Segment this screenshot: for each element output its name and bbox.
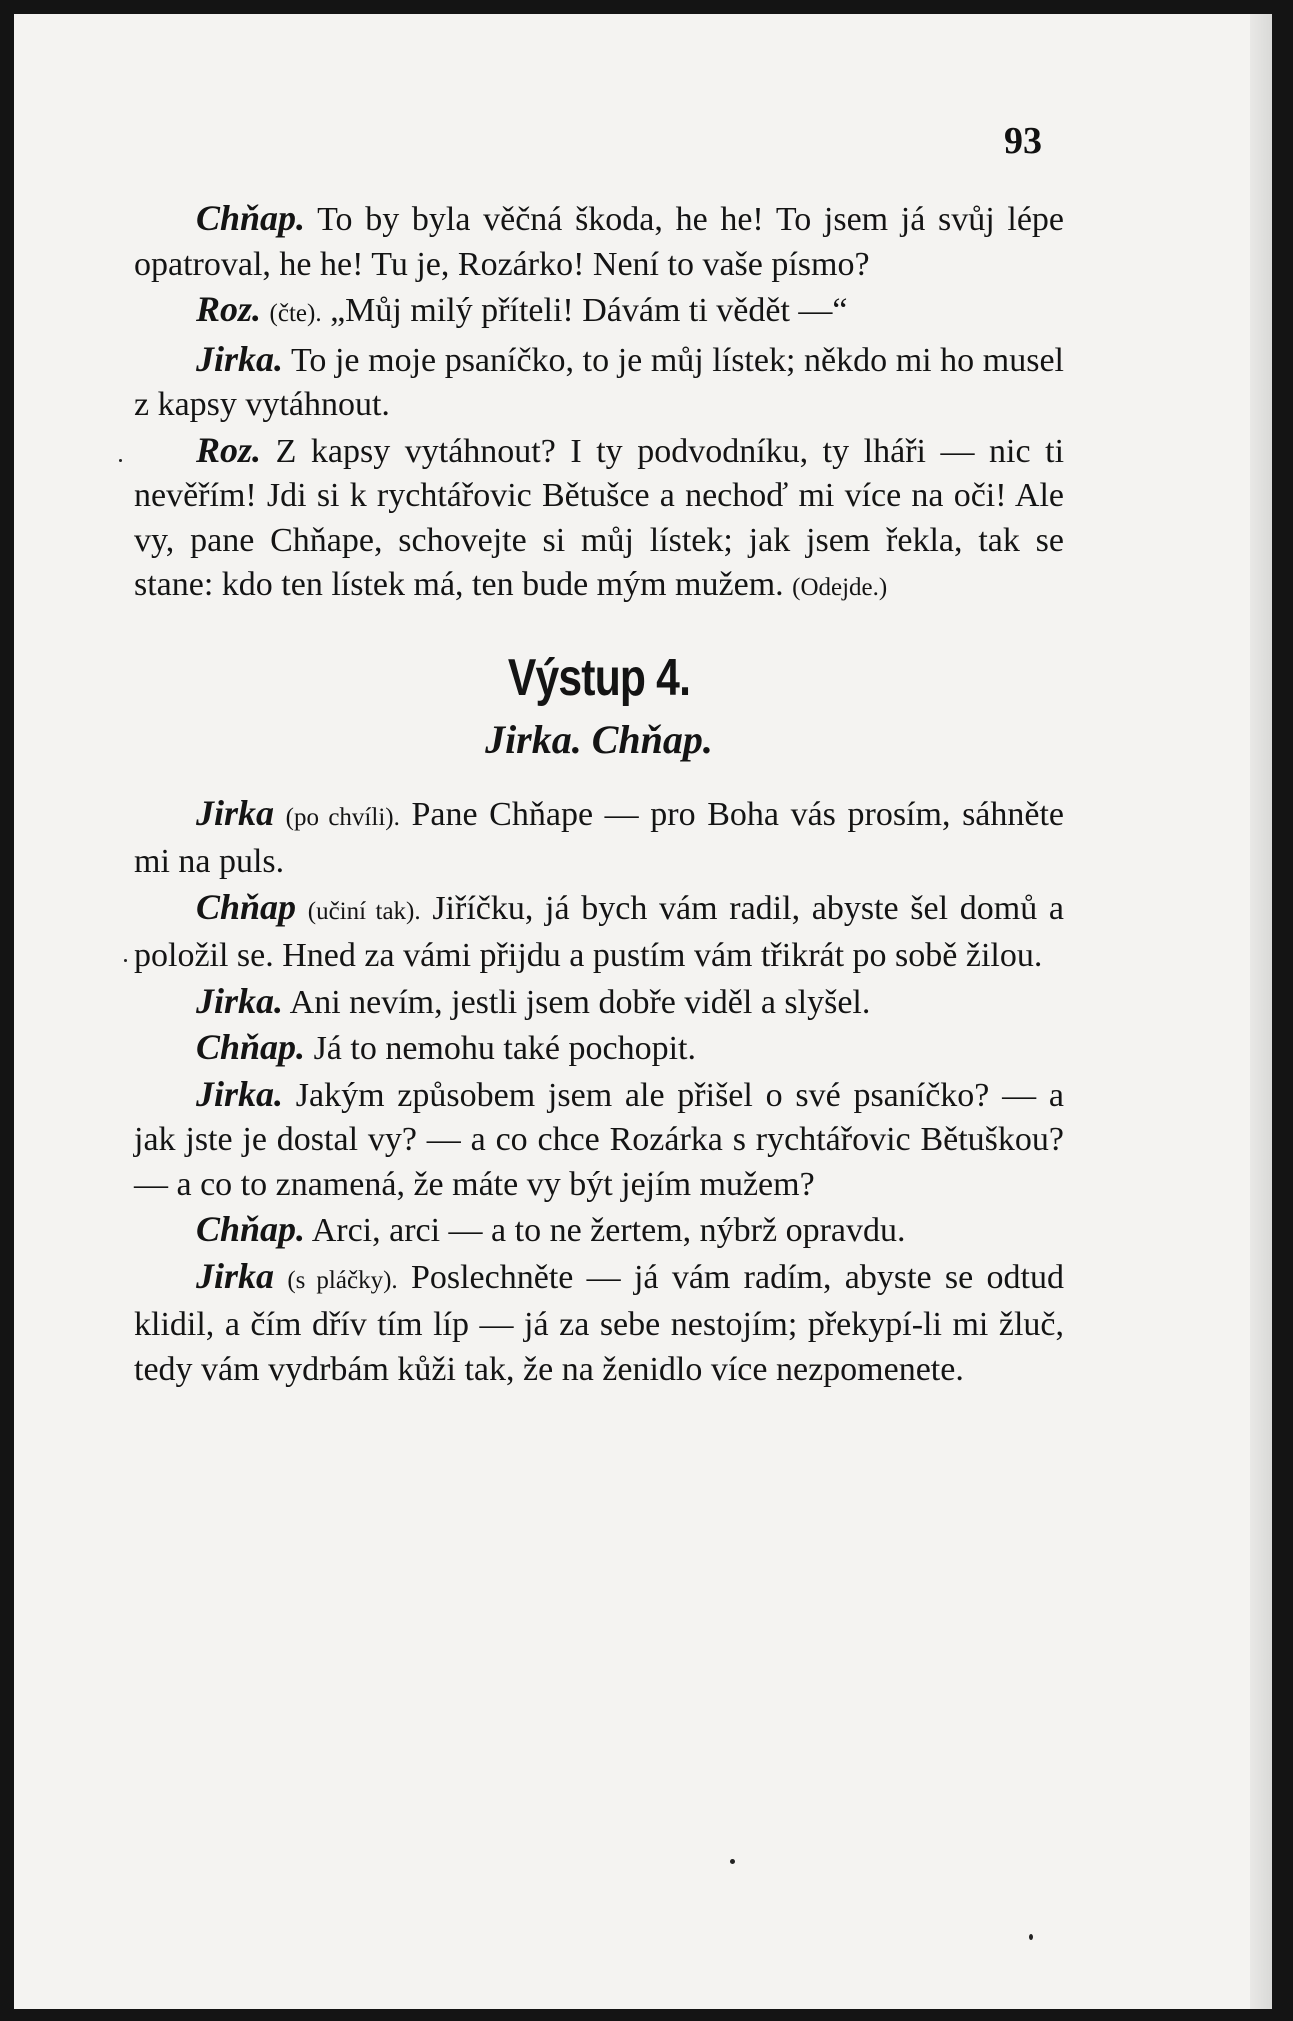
dialogue-text: Poslechněte — já vám radím, abyste se odtud klidil, a čím dřív tím líp — já za sebe nestojím; překypí-li mi žluč, tedy vám vydrbám kůži tak, že na ženidlo více nezpomenete. — [134, 1258, 1065, 1388]
speaker-name: Jirka — [196, 792, 275, 833]
dialogue-text: Z kapsy vytáhnout? I ty podvodníku, ty lháři — nic ti nevěřím! Jdi si k rychtářovic Bětušce a nechoď mi více na oči! Ale vy, pane Chňape, schovejte si můj lístek; jak jsem řekla, tak se stane: kdo ten lístek má, ten bude mým mužem. — [134, 432, 1065, 603]
stage-direction: (po chvíli). — [285, 803, 400, 831]
book-page — [14, 14, 1272, 2009]
dialogue-text: To by byla věčná škoda, he he! To jsem já svůj lépe opatroval, he he! Tu je, Rozárko! Není to vaše písmo? — [134, 201, 1064, 283]
scan-speck — [1029, 1934, 1033, 1940]
speaker-name: Jirka — [196, 1255, 275, 1296]
stage-direction: (učiní tak). — [307, 897, 421, 925]
dialogue-line — [134, 1254, 1064, 1393]
stage-direction: (Odejde.) — [792, 574, 888, 601]
speaker-name: Chňap — [196, 886, 297, 927]
stage-direction: (čte). — [269, 300, 322, 327]
dialogue-text: To je moje psaníčko, to je můj lístek; někdo mi ho musel z kapsy vytáhnout. — [134, 341, 1064, 423]
page-number: 93 — [1004, 120, 1042, 162]
scan-speck — [124, 959, 127, 962]
dialogue-line — [134, 196, 1064, 287]
dialogue-line — [134, 1072, 1064, 1208]
speaker-name: Chňap. — [196, 1027, 306, 1067]
dialogue-line — [134, 1025, 1064, 1072]
dialogue-line — [134, 287, 1064, 337]
dialogue-text: Ani nevím, jestli jsem dobře viděl a slyšel. — [289, 983, 871, 1021]
scan-speck — [119, 459, 122, 462]
scan-edge — [1250, 14, 1272, 2009]
speaker-name: Jirka. — [196, 338, 284, 379]
page-text — [134, 196, 1064, 1392]
dialogue-text: „Můj milý příteli! Dávám ti vědět —“ — [330, 292, 848, 329]
dialogue-text: Já to nemohu také pochopit. — [313, 1030, 696, 1067]
dialogue-line — [134, 337, 1064, 428]
speaker-name: Chňap. — [196, 198, 306, 238]
dialogue-text: Jakým způsobem jsem ale přišel o své psaníčko? — a jak jste je dostal vy? — a co chce Rozárka s rychtářovic Bětuškou? — a co to znamená, že máte vy být jejím mužem? — [134, 1076, 1065, 1203]
scene-characters: Jirka. Chňap. — [485, 716, 713, 762]
scene-title: Výstup 4. — [507, 648, 691, 707]
dialogue-text: Arci, arci — a to ne žertem, nýbrž opravdu. — [311, 1212, 906, 1249]
speaker-name: Roz. — [196, 289, 262, 329]
scan-speck — [730, 1859, 735, 1864]
speaker-name: Jirka. — [196, 1073, 284, 1114]
dialogue-line — [134, 791, 1064, 885]
speaker-name: Chňap. — [196, 1209, 306, 1249]
dialogue-line — [134, 979, 1064, 1026]
dialogue-line — [134, 1207, 1064, 1254]
dialogue-text: Pane Chňape — pro Boha vás prosím, sáhněte mi na puls. — [134, 795, 1065, 880]
dialogue-text: Jiříčku, já bych vám radil, abyste šel domů a položil se. Hned za vámi přijdu a pustím vám třikrát po sobě žilou. — [134, 889, 1064, 974]
dialogue-line — [134, 428, 1064, 611]
speaker-name: Jirka. — [196, 980, 284, 1021]
speaker-name: Roz. — [196, 429, 262, 470]
stage-direction: (s pláčky). — [287, 1266, 398, 1294]
dialogue-line — [134, 885, 1064, 979]
